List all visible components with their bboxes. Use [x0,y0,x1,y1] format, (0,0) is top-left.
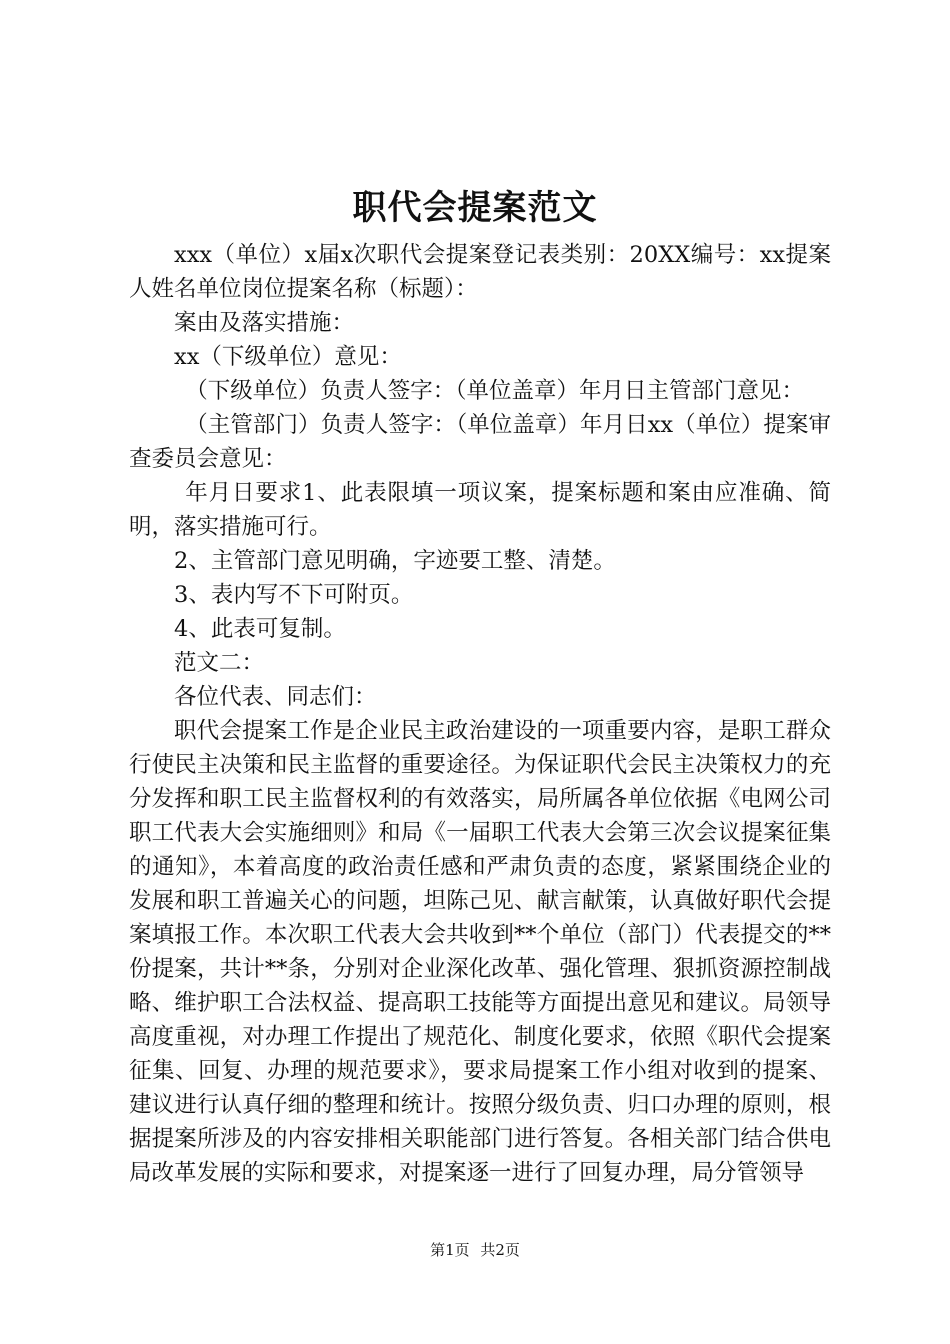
document-body [129,238,831,1190]
page-number: 第1页 [430,1241,470,1259]
paragraph-sample-two-heading: 范文二： [174,650,265,676]
paragraph-requirement-2: 2、主管部门意见明确，字迹要工整、清楚。 [174,548,616,574]
paragraph-registration-form: xxx（单位）x届x次职代会提案登记表类别：20XX编号：xx提案人姓名单位岗位提案名称（标题）： [129,242,831,302]
paragraph-requirement-4: 4、此表可复制。 [174,616,346,642]
paragraph-lower-unit-opinion: xx（下级单位）意见： [174,344,402,370]
paragraph-requirement-1: 年月日要求1、此表限填一项议案，提案标题和案由应准确、简明，落实措施可行。 [129,480,831,540]
paragraph-main-text: 职代会提案工作是企业民主政治建设的一项重要内容，是职工群众行使民主决策和民主监督的重要途径。为保证职代会民主决策权力的充分发挥和职工民主监督权利的有效落实，局所属各单位依据《电网公司职工代表大会实施细则》和局《一届职工代表大会第三次会议提案征集的通知》，本着高度的政治责任感和严肃负责的态度，紧紧围绕企业的发展和职工普遍关心的问题，坦陈己见、献言献策，认真做好职代会提案填报工作。本次职工代表大会共收到**个单位（部门）代表提交的**份提案，共计**条，分别对企业深化改革、强化管理、狠抓资源控制战略、维护职工合法权益、提高职工技能等方面提出意见和建议。局领导高度重视，对办理工作提出了规范化、制度化要求，依照《职代会提案征集、回复、办理的规范要求》，要求局提案工作小组对收到的提案、建议进行认真仔细的整理和统计。按照分级负责、归口办理的原则，根据提案所涉及的内容安排相关职能部门进行答复。各相关部门结合供电局改革发展的实际和要求，对提案逐一进行了回复办理，局分管领导 [129,718,831,1186]
document-title: 职代会提案范文 [352,188,598,228]
paragraph-lower-unit-signature: （下级单位）负责人签字：（单位盖章）年月日主管部门意见： [185,378,805,404]
page-total: 共2页 [480,1241,520,1259]
paragraph-requirement-3: 3、表内写不下可附页。 [174,582,414,608]
paragraph-salutation: 各位代表、同志们： [174,684,377,710]
paragraph-department-signature: （主管部门）负责人签字：（单位盖章）年月日xx（单位）提案审查委员会意见： [129,412,831,472]
page-footer [0,1240,950,1260]
paragraph-reason-measures: 案由及落实措施： [174,310,355,336]
